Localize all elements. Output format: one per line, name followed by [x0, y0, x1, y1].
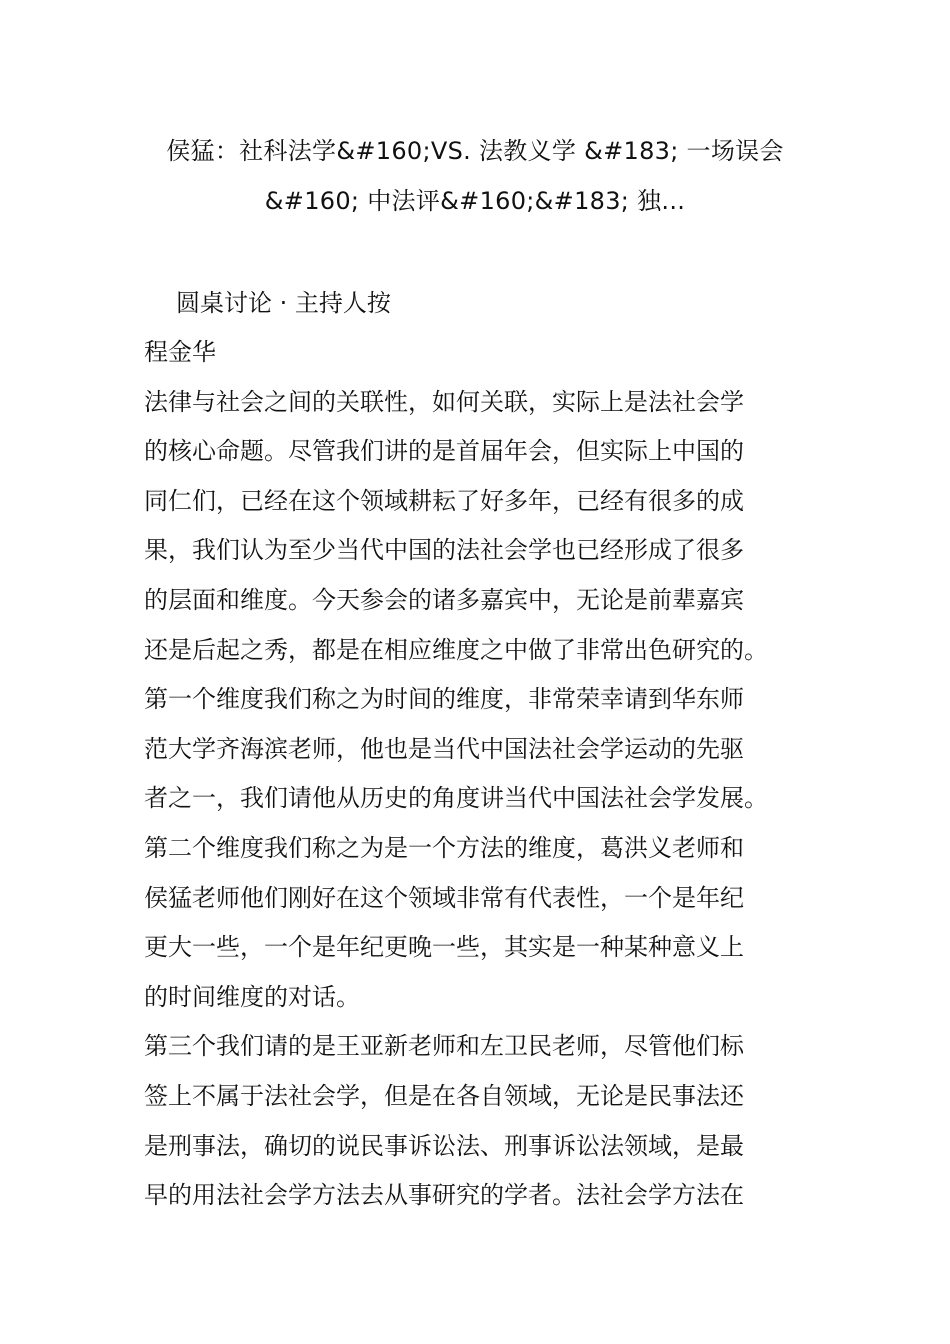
paragraph-line: 者之一，我们请他从历史的角度讲当代中国法社会学发展。: [144, 784, 768, 813]
paragraph-line: 第一个维度我们称之为时间的维度，非常荣幸请到华东师: [144, 685, 744, 714]
paragraph-line: 第二个维度我们称之为是一个方法的维度，葛洪义老师和: [144, 833, 744, 862]
paragraph-line: 侯猛老师他们刚好在这个领域非常有代表性，一个是年纪: [144, 883, 744, 912]
speaker-name: 程金华: [144, 338, 216, 366]
section-heading: 圆桌讨论 · 主持人按: [176, 289, 391, 317]
document-title: [120, 126, 830, 226]
paragraph-line: 果，我们认为至少当代中国的法社会学也已经形成了很多: [144, 536, 744, 565]
paragraph-line: 是刑事法，确切的说民事诉讼法、刑事诉讼法领域，是最: [144, 1131, 744, 1160]
paragraph-line: 还是后起之秀，都是在相应维度之中做了非常出色研究的。: [144, 635, 768, 664]
paragraph-line: 同仁们，已经在这个领域耕耘了好多年，已经有很多的成: [144, 486, 744, 515]
paragraph-line: 的时间维度的对话。: [144, 982, 360, 1011]
paragraph-line: 更大一些，一个是年纪更晚一些，其实是一种某种意义上: [144, 933, 744, 962]
paragraph-line: 签上不属于法社会学，但是在各自领域，无论是民事法还: [144, 1081, 744, 1110]
paragraph-line: 法律与社会之间的关联性，如何关联，实际上是法社会学: [144, 387, 744, 416]
paragraph-line: 范大学齐海滨老师，他也是当代中国法社会学运动的先驱: [144, 734, 744, 763]
title-line-1: 侯猛：社科法学&#160;VS. 法教义学 &#183; 一场误会: [166, 137, 784, 165]
title-line-2: &#160; 中法评&#160;&#183; 独...: [264, 187, 686, 215]
paragraph-line: 早的用法社会学方法去从事研究的学者。法社会学方法在: [144, 1181, 744, 1210]
paragraph-line: 的核心命题。尽管我们讲的是首届年会，但实际上中国的: [144, 437, 744, 466]
paragraph-line: 第三个我们请的是王亚新老师和左卫民老师，尽管他们标: [144, 1032, 744, 1061]
body-text: [144, 328, 824, 1221]
paragraph-line: 的层面和维度。今天参会的诸多嘉宾中，无论是前辈嘉宾: [144, 585, 744, 614]
